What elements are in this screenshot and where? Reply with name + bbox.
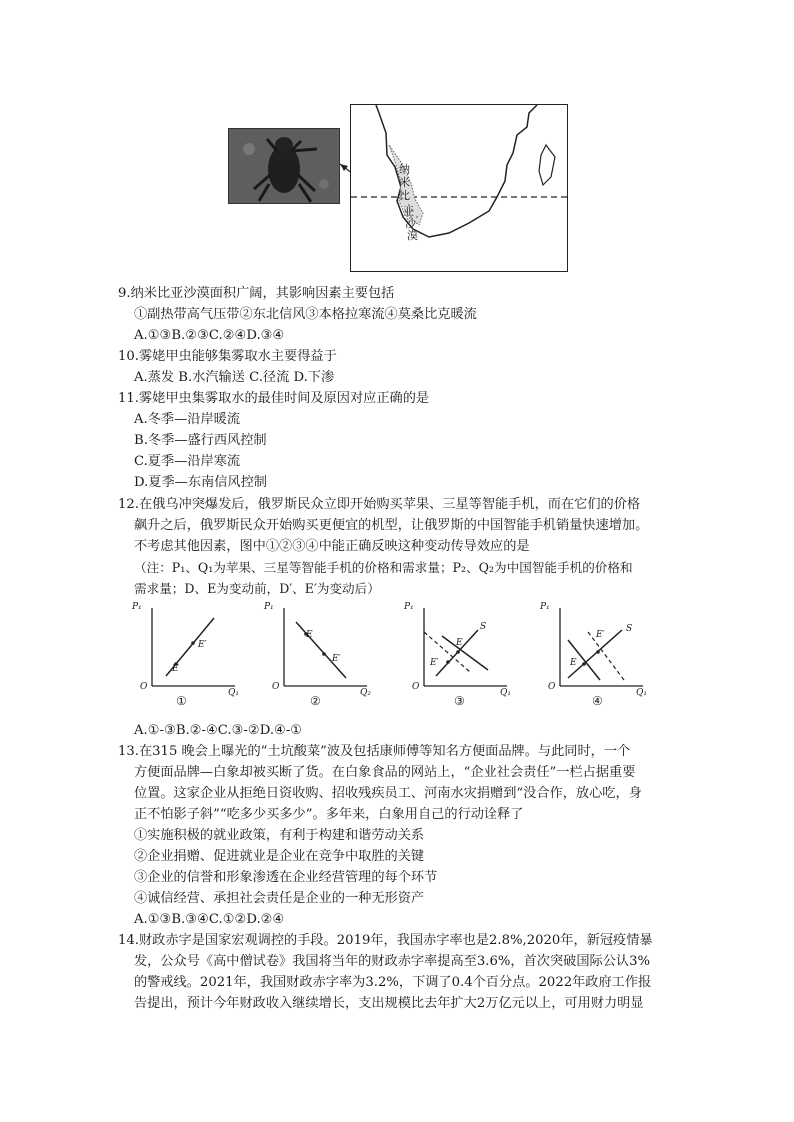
graph-3-xlabel: Q₁ bbox=[500, 688, 511, 698]
q13-item-4: ④诚信经营、承担社会责任是企业的一种无形资产 bbox=[134, 891, 425, 906]
q11-option-a: A.冬季—沿岸暖流 bbox=[134, 412, 241, 427]
graph-3-s-label: S bbox=[480, 622, 487, 632]
map-char-5: 沙 bbox=[405, 217, 416, 230]
graph-2-number: ② bbox=[310, 694, 321, 708]
graph-2-xlabel: Q₂ bbox=[360, 688, 371, 698]
q13-line-3: 位置。这家企业从拒绝日资收购、招收残疾员工、河南水灾捐赠到“没合作，放心吃，身 bbox=[134, 786, 642, 801]
q13-line-2: 方便面品牌—白象却被买断了货。在白象食品的网站上，“企业社会责任”一栏占据重要 bbox=[134, 765, 636, 780]
graph-4-number: ④ bbox=[592, 694, 603, 708]
q11-option-d: D.夏季—东南信风控制 bbox=[134, 475, 267, 490]
graph-3-e-prime-label: E′ bbox=[430, 658, 439, 668]
graph-1-point-e-prime bbox=[191, 641, 195, 645]
q14-line-2: 发，公众号《高中僧试卷》我国将当年的财政赤字率提高至3.6%，首次突破国际公认3% bbox=[134, 954, 650, 969]
q14-line-3: 的警戒线。2021年，我国财政赤字率为3.2%，下调了0.4个百分点。2022年政府工作报 bbox=[134, 975, 652, 990]
graph-1-xlabel: Q₁ bbox=[228, 688, 239, 698]
q12-line-2: 飙升之后，俄罗斯民众开始购买更便宜的机型，让俄罗斯的中国智能手机销量快速增加。 bbox=[134, 518, 649, 533]
graph-1-e-label: E bbox=[172, 664, 179, 674]
q13-line-1: 13.在315 晚会上曝光的“土坑酸菜”波及包括康师傅等知名方便面品牌。与此同时，一个 bbox=[118, 744, 631, 759]
map-char-3: 比 bbox=[399, 189, 410, 202]
beetle-photo bbox=[228, 128, 340, 204]
graph-3-point-e-prime bbox=[446, 660, 450, 664]
q13-item-2: ②企业捐赠、促进就业是企业在竞争中取胜的关键 bbox=[134, 849, 425, 864]
graph-1-e-prime-label: E′ bbox=[198, 640, 207, 650]
q9-stem: 9.纳米比亚沙漠面积广阔，其影响因素主要包括 bbox=[118, 286, 395, 301]
q11-stem: 11.雾姥甲虫集雾取水的最佳时间及原因对应正确的是 bbox=[118, 391, 430, 406]
graph-2 bbox=[262, 600, 402, 712]
q11-option-c: C.夏季—沿岸寒流 bbox=[134, 454, 241, 469]
graph-4-ylabel: P₁ bbox=[540, 602, 550, 612]
graph-3-demand bbox=[442, 636, 488, 670]
map-char-2: 米 bbox=[399, 176, 410, 189]
q13-line-4: 正不怕影子斜”“吃多少买多少”。多年来，白象用自己的行动诠释了 bbox=[134, 807, 524, 822]
graph-2-line bbox=[296, 622, 346, 678]
q13-item-3: ③企业的信誉和形象渗透在企业经营管理的每个环节 bbox=[134, 870, 438, 885]
graph-3-origin: O bbox=[412, 682, 420, 692]
map-char-1: 纳 bbox=[399, 163, 410, 176]
q13-options: A.①③B.③④C.①②D.②④ bbox=[134, 912, 285, 927]
graph-4 bbox=[538, 600, 678, 712]
map-char-6: 漠 bbox=[407, 229, 418, 242]
graph-3 bbox=[402, 600, 542, 712]
graph-4-origin: O bbox=[548, 682, 556, 692]
graph-3-e-label: E bbox=[456, 638, 463, 648]
graph-4-e-prime-label: E′ bbox=[596, 630, 605, 640]
q12-options: A.①-③B.②-④C.③-②D.④-① bbox=[134, 723, 303, 738]
q12-note-2: 需求量；D、E为变动前，D′、E′为变动后） bbox=[134, 581, 380, 596]
q12-line-1: 12.在俄乌冲突爆发后，俄罗斯民众立即开始购买苹果、三星等智能手机，而在它们的价格 bbox=[118, 497, 641, 512]
graph-2-e-prime-label: E′ bbox=[332, 654, 341, 664]
graph-2-point-e-prime bbox=[322, 652, 326, 656]
graph-4-supply bbox=[568, 630, 622, 678]
q12-line-3: 不考虑其他因素，图中①②③④中能正确反映这种变动传导效应的是 bbox=[134, 539, 530, 554]
graph-4-point-e-prime bbox=[596, 650, 600, 654]
graph-3-point-e bbox=[456, 650, 460, 654]
q14-line-1: 14.财政赤字是国家宏观调控的手段。2019年，我国赤字率也是2.8%,2020年，新冠疫情暴 bbox=[118, 933, 653, 948]
graph-3-number: ③ bbox=[454, 694, 465, 708]
graph-1 bbox=[130, 600, 270, 712]
graph-4-s-label: S bbox=[626, 624, 633, 634]
q10-stem: 10.雾姥甲虫能够集雾取水主要得益于 bbox=[118, 349, 337, 364]
graph-2-ylabel: P₁ bbox=[264, 602, 274, 612]
q12-note-1: （注：P₁、Q₁为苹果、三星等智能手机的价格和需求量；P₂、Q₂为中国智能手机的价格和 bbox=[134, 560, 633, 575]
graph-1-origin: O bbox=[140, 682, 148, 692]
africa-map bbox=[350, 104, 568, 272]
q11-option-b: B.冬季—盛行西风控制 bbox=[134, 433, 267, 448]
graph-3-ylabel: P₁ bbox=[404, 602, 414, 612]
q9-items: ①副热带高气压带②东北信风③本格拉寒流④莫桑比克暖流 bbox=[134, 307, 477, 322]
graph-1-ylabel: P₁ bbox=[132, 602, 142, 612]
graph-4-xlabel: Q₁ bbox=[636, 688, 647, 698]
q13-item-1: ①实施积极的就业政策，有利于构建和谐劳动关系 bbox=[134, 828, 425, 843]
q10-options: A.蒸发 B.水汽输送 C.径流 D.下渗 bbox=[134, 370, 335, 385]
q9-options: A.①③B.②③C.②④D.③④ bbox=[134, 328, 285, 343]
graph-2-origin: O bbox=[272, 682, 280, 692]
graph-4-e-label: E bbox=[570, 658, 577, 668]
map-char-4: 亚 bbox=[403, 205, 414, 218]
q14-line-4: 告提出，预计今年财政收入继续增长，支出规模比去年扩大2万亿元以上，可用财力明显 bbox=[134, 996, 644, 1011]
graph-1-number: ① bbox=[176, 694, 187, 708]
graph-4-point-e bbox=[582, 662, 586, 666]
graph-2-e-label: E bbox=[306, 630, 313, 640]
